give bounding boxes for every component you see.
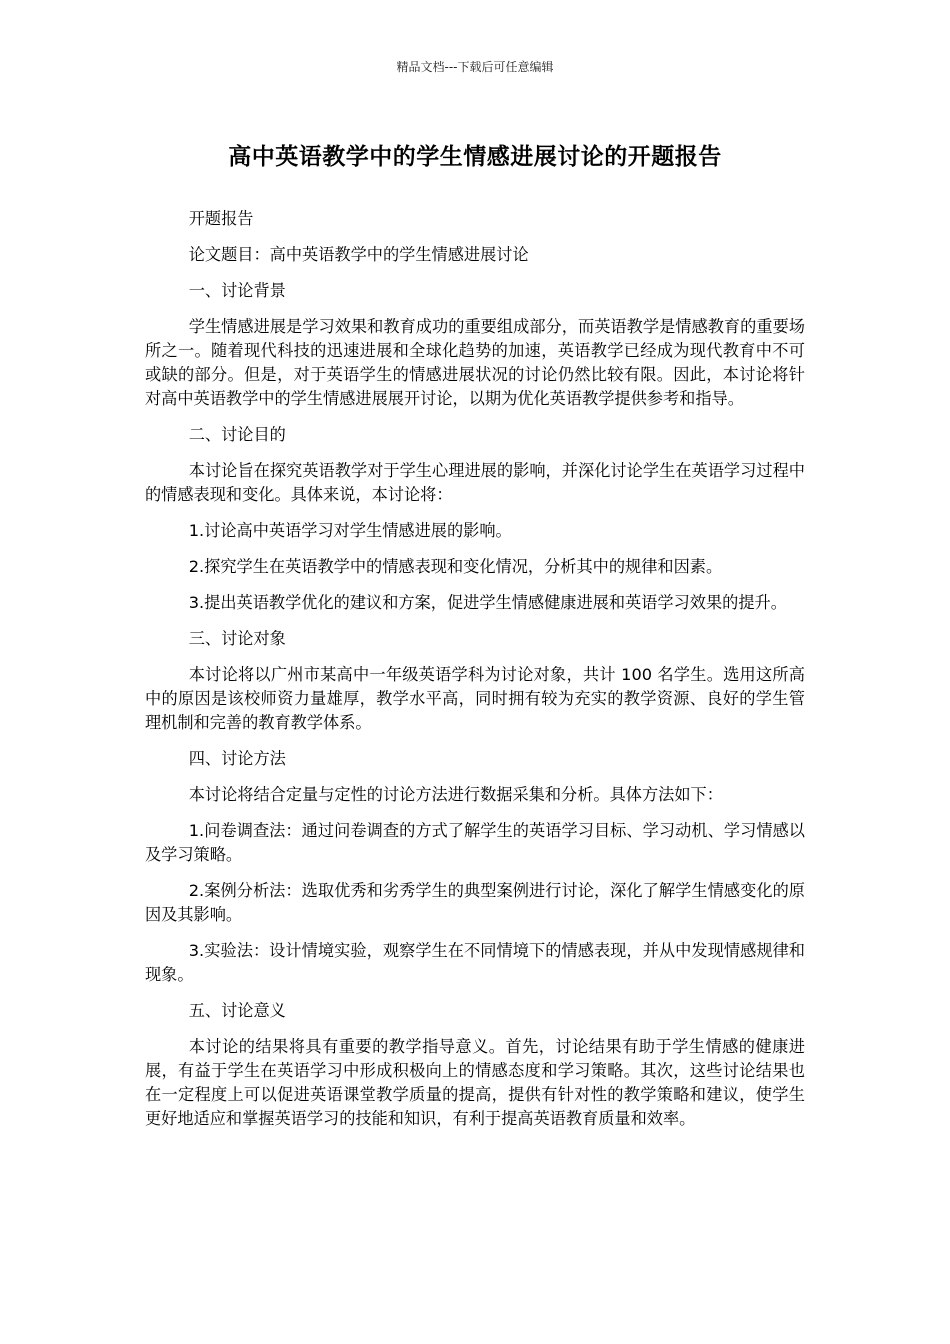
method-item-1: 1.问卷调查法：通过问卷调查的方式了解学生的英语学习目标、学习动机、学习情感以及学习策略。 <box>145 821 805 864</box>
purpose-item-1: 1.讨论高中英语学习对学生情感进展的影响。 <box>188 521 512 540</box>
heading-purpose: 二、讨论目的 <box>188 425 286 444</box>
paragraph-purpose: 本讨论旨在探究英语教学对于学生心理进展的影响，并深化讨论学生在英语学习过程中的情感表现和变化。具体来说，本讨论将： <box>145 461 805 504</box>
paragraph-background: 学生情感进展是学习效果和教育成功的重要组成部分，而英语教学是情感教育的重要场所之一。随着现代科技的迅速进展和全球化趋势的加速，英语教学已经成为现代教育中不可或缺的部分。但是，对于英语学生的情感进展状况的讨论仍然比较有限。因此，本讨论将针对高中英语教学中的学生情感进展展开讨论，以期为优化英语教学提供参考和指导。 <box>145 317 805 408</box>
header-note: 精品文档---下载后可任意编辑 <box>396 60 554 74</box>
document-title: 高中英语教学中的学生情感进展讨论的开题报告 <box>228 144 722 170</box>
purpose-item-2: 2.探究学生在英语教学中的情感表现和变化情况，分析其中的规律和因素。 <box>188 557 723 576</box>
heading-methods: 四、讨论方法 <box>188 749 286 768</box>
purpose-item-3: 3.提出英语教学优化的建议和方案，促进学生情感健康进展和英语学习效果的提升。 <box>188 593 787 612</box>
heading-significance: 五、讨论意义 <box>188 1001 286 1020</box>
method-item-2: 2.案例分析法：选取优秀和劣秀学生的典型案例进行讨论，深化了解学生情感变化的原因及其影响。 <box>145 881 805 924</box>
heading-subjects: 三、讨论对象 <box>188 629 286 648</box>
section-label-report: 开题报告 <box>188 209 254 228</box>
document-body <box>145 207 805 1143</box>
heading-background: 一、讨论背景 <box>188 281 286 300</box>
paragraph-subjects: 本讨论将以广州市某高中一年级英语学科为讨论对象，共计 100 名学生。选用这所高中的原因是该校师资力量雄厚，教学水平高，同时拥有较为充实的教学资源、良好的学生管理机制和完善的教育教学体系。 <box>145 665 805 732</box>
thesis-topic: 论文题目：高中英语教学中的学生情感进展讨论 <box>188 245 529 264</box>
method-item-3: 3.实验法：设计情境实验，观察学生在不同情境下的情感表现，并从中发现情感规律和现象。 <box>145 941 805 984</box>
paragraph-methods: 本讨论将结合定量与定性的讨论方法进行数据采集和分析。具体方法如下： <box>188 785 723 804</box>
paragraph-significance: 本讨论的结果将具有重要的教学指导意义。首先，讨论结果有助于学生情感的健康进展，有益于学生在英语学习中形成积极向上的情感态度和学习策略。其次，这些讨论结果也在一定程度上可以促进英语课堂教学质量的提高，提供有针对性的教学策略和建议，使学生更好地适应和掌握英语学习的技能和知识，有利于提高英语教育质量和效率。 <box>145 1037 805 1128</box>
